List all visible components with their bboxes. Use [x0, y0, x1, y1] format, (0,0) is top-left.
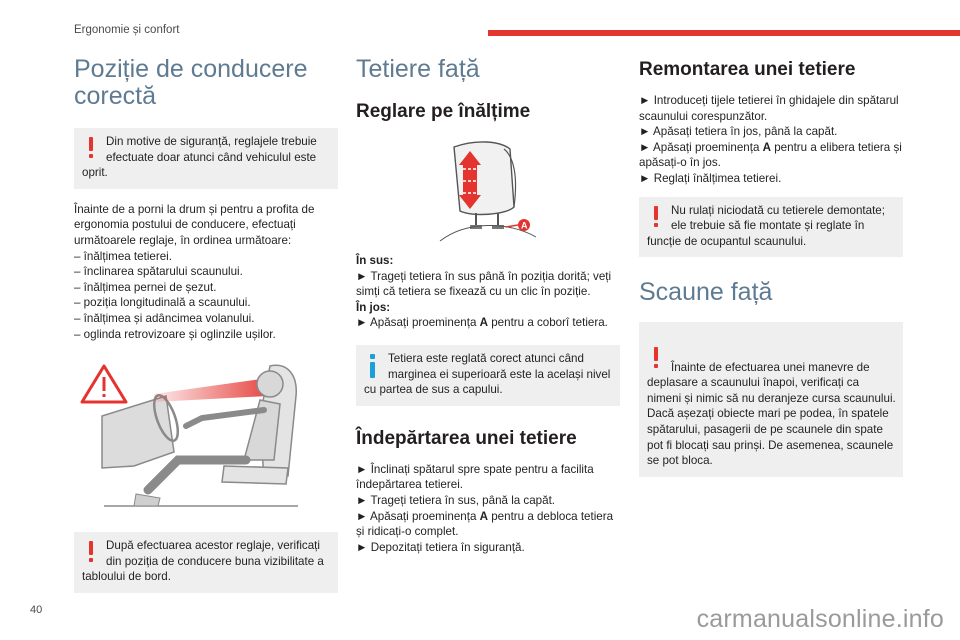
adjustment-list	[74, 249, 338, 343]
inline-label-a: A	[479, 509, 488, 523]
removal-step: ► Înclinați spătarul spre spate pentru a facilita îndepărtarea tetierei.	[356, 462, 594, 492]
label-down: În jos:	[356, 300, 391, 314]
info-icon	[364, 351, 384, 379]
list-item: – înclinarea spătarului scaunului.	[74, 265, 243, 279]
list-item: – înălțimea și adâncimea volanului.	[74, 311, 255, 325]
heading-refitting: Remontarea unei tetiere	[639, 59, 856, 80]
column-driving-position	[74, 56, 338, 593]
column-refitting	[639, 56, 903, 477]
list-item: – poziția longitudinală a scaunului.	[74, 296, 251, 310]
headrest-diagram	[426, 137, 546, 247]
list-item: – oglinda retrovizoare și oglinzile ușilor.	[74, 327, 276, 341]
inline-label-a: A	[762, 140, 771, 154]
refit-step: ► Apăsați proeminența A pentru a elibera tetiera și apăsați-o în jos.	[639, 140, 902, 170]
warning-text: După efectuarea acestor reglaje, verificați din poziția de conducere buna vizibilitate a tabloului de bord.	[82, 539, 324, 584]
warning-exclamation-icon	[82, 538, 102, 566]
warning-text: Înainte de efectuarea unei manevre de deplasare a scaunului înapoi, verificați ca nimeni și nimic să nu deranjeze cursa scaunului. Dacă așezați obiecte mari pe podea, în spatele spătarului, pasagerii de pe scaunele din spate pot fi blocați sau prinși. De asemenea, scaunele se pot bloca.	[647, 360, 896, 468]
heading-height-adjustment: Reglare pe înălțime	[356, 101, 531, 122]
list-item: – înălțimea pernei de șezut.	[74, 280, 217, 294]
text-down: ► Apăsați proeminența A pentru a coborî tetiera.	[356, 316, 608, 330]
warning-text: Din motive de siguranță, reglajele trebuie efectuate doar atunci când vehiculul este oprit.	[82, 135, 317, 180]
page-number: 40	[30, 604, 43, 616]
label-up: În sus:	[356, 254, 394, 267]
removal-step: ► Depozitați tetiera în siguranță.	[356, 540, 525, 554]
warning-box-visibility	[74, 532, 338, 593]
intro-paragraph: Înainte de a porni la drum și pentru a profita de ergonomia postului de conducere, efectuați următoarele reglaje, în ordinea următoare:	[74, 202, 315, 247]
heading-removal: Îndepărtarea unei tetiere	[356, 427, 577, 449]
title-driving-position: Poziție de conducere corectă	[74, 55, 308, 110]
warning-exclamation-icon	[647, 203, 667, 231]
warning-exclamation-icon	[82, 134, 102, 162]
warning-text: Nu rulați niciodată cu tetierele demontate; ele trebuie să fie montate și reglate în funcție de ocupantul scaunului.	[647, 203, 885, 248]
removal-step: ► Apăsați proeminența A pentru a debloca tetiera și ridicați-o complet.	[356, 509, 614, 539]
info-text: Tetiera este reglată corect atunci când marginea ei superioară este la același nivel cu partea de sus a capului.	[364, 351, 611, 397]
refit-step: ► Apăsați tetiera în jos, până la capăt.	[639, 125, 838, 139]
callout-label-a: A	[521, 220, 528, 231]
warning-box-safety	[74, 128, 338, 189]
text-up: ► Trageți tetiera în sus până în poziția dorită; veți simți că tetiera se fixează cu un clic în poziție.	[356, 269, 612, 299]
header-accent-bar	[488, 30, 960, 36]
column-front-headrests	[356, 56, 620, 555]
removal-step: ► Trageți tetiera în sus, până la capăt.	[356, 493, 556, 507]
warning-exclamation-icon	[647, 344, 667, 372]
info-box-headrest	[356, 345, 620, 406]
inline-label-a: A	[479, 316, 488, 330]
list-item: – înălțimea tetierei.	[74, 249, 172, 263]
section-header: Ergonomie și confort	[74, 24, 180, 36]
watermark: carmanualsonline.info	[696, 605, 944, 633]
title-front-seats: Scaune față	[639, 278, 773, 307]
driving-position-illustration	[74, 356, 338, 516]
refit-step: ► Introduceți tijele tetierei în ghidajele din spătarul scaunului corespunzător.	[639, 94, 899, 123]
warning-triangle-icon	[82, 366, 126, 402]
refit-step: ► Reglați înălțimea tetierei.	[639, 171, 782, 185]
warning-box-seat-movement	[639, 322, 903, 476]
warning-box-no-headrests	[639, 197, 903, 258]
title-front-headrests: Tetiere față	[356, 55, 480, 83]
